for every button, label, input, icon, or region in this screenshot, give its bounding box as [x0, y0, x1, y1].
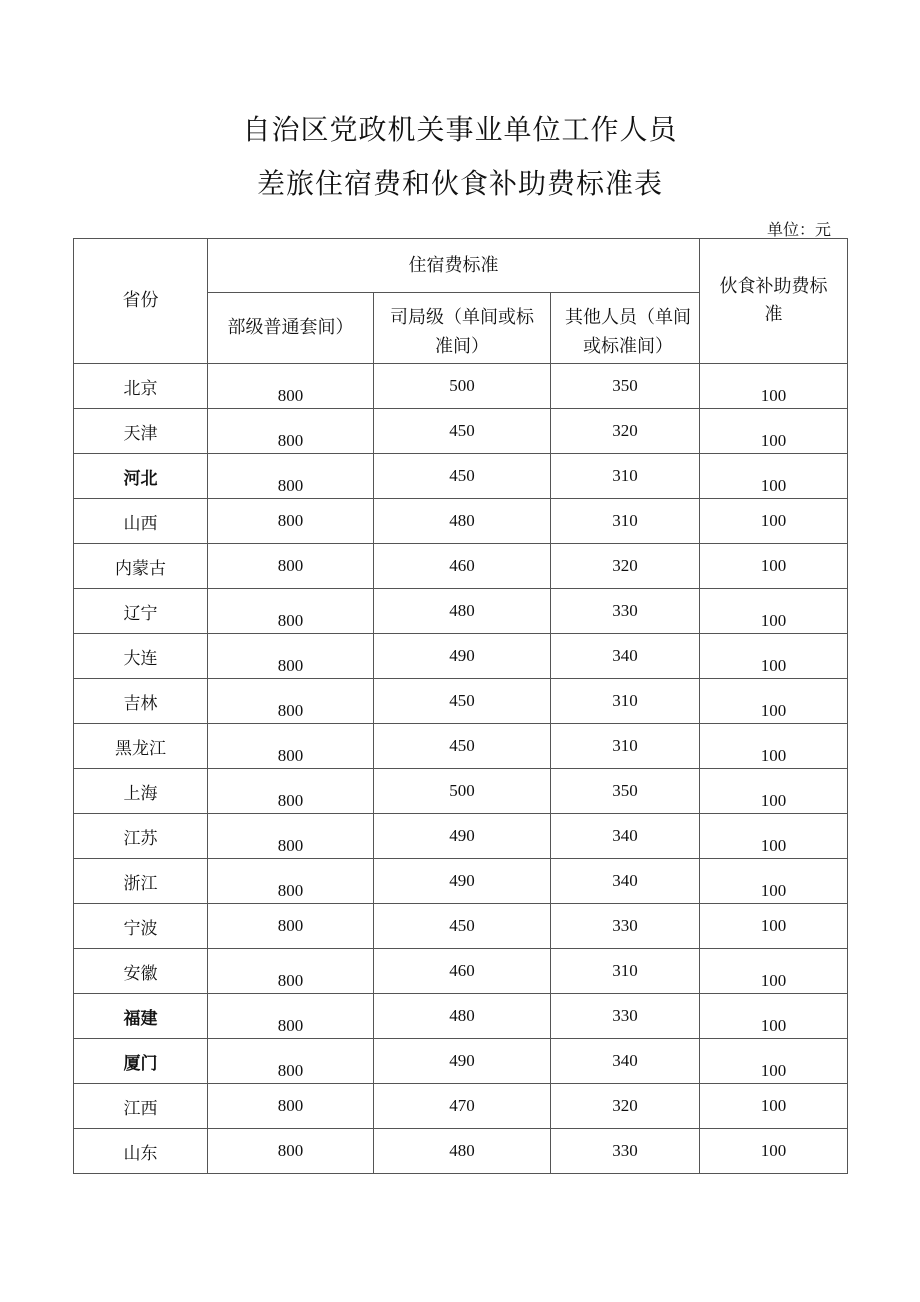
other-staff-rate-cell: 320: [551, 1084, 700, 1129]
meal-allowance-cell: 100: [700, 1039, 848, 1084]
ministerial-rate-cell: 800: [208, 589, 374, 634]
ministerial-rate-cell: 800: [208, 454, 374, 499]
bureau-rate-cell: 480: [374, 994, 551, 1039]
bureau-rate-cell: 490: [374, 814, 551, 859]
ministerial-rate-cell: 800: [208, 634, 374, 679]
other-staff-rate-cell: 340: [551, 814, 700, 859]
table-row: [74, 544, 848, 589]
province-cell: 辽宁: [74, 589, 208, 634]
province-cell: 厦门: [74, 1039, 208, 1084]
ministerial-rate-cell: 800: [208, 949, 374, 994]
province-cell: 宁波: [74, 904, 208, 949]
bureau-rate-cell: 470: [374, 1084, 551, 1129]
table-row: [74, 994, 848, 1039]
table-row: [74, 409, 848, 454]
document-title-line-1: 自治区党政机关事业单位工作人员: [242, 113, 678, 146]
other-staff-rate-cell: 350: [551, 769, 700, 814]
bureau-rate-cell: 500: [374, 769, 551, 814]
table-row: [74, 859, 848, 904]
ministerial-rate-cell: 800: [208, 1129, 374, 1174]
header-meal-allowance: 伙食补助费标准: [700, 239, 848, 364]
province-cell: 天津: [74, 409, 208, 454]
bureau-rate-cell: 500: [374, 364, 551, 409]
table-row: [74, 904, 848, 949]
province-cell: 北京: [74, 364, 208, 409]
table-row: [74, 724, 848, 769]
ministerial-rate-cell: 800: [208, 814, 374, 859]
province-cell: 山东: [74, 1129, 208, 1174]
other-staff-rate-cell: 330: [551, 994, 700, 1039]
table-row: [74, 499, 848, 544]
province-cell: 大连: [74, 634, 208, 679]
table-row: [74, 1084, 848, 1129]
table-row: [74, 814, 848, 859]
meal-allowance-cell: 100: [700, 724, 848, 769]
other-staff-rate-cell: 340: [551, 634, 700, 679]
other-staff-rate-cell: 310: [551, 454, 700, 499]
meal-allowance-cell: 100: [700, 499, 848, 544]
ministerial-rate-cell: 800: [208, 544, 374, 589]
other-staff-rate-cell: 310: [551, 949, 700, 994]
unit-label: 单位：元: [766, 220, 831, 239]
bureau-rate-cell: 460: [374, 949, 551, 994]
meal-allowance-cell: 100: [700, 994, 848, 1039]
bureau-rate-cell: 490: [374, 634, 551, 679]
province-cell: 黑龙江: [74, 724, 208, 769]
province-cell: 福建: [74, 994, 208, 1039]
province-cell: 安徽: [74, 949, 208, 994]
meal-allowance-cell: 100: [700, 409, 848, 454]
meal-allowance-cell: 100: [700, 1084, 848, 1129]
bureau-rate-cell: 460: [374, 544, 551, 589]
bureau-rate-cell: 480: [374, 499, 551, 544]
table-row: [74, 589, 848, 634]
meal-allowance-cell: 100: [700, 634, 848, 679]
header-other-staff: 其他人员（单间或标准间）: [551, 293, 700, 364]
meal-allowance-cell: 100: [700, 949, 848, 994]
ministerial-rate-cell: 800: [208, 994, 374, 1039]
table-row: [74, 769, 848, 814]
ministerial-rate-cell: 800: [208, 1039, 374, 1084]
meal-allowance-cell: 100: [700, 544, 848, 589]
province-cell: 吉林: [74, 679, 208, 724]
province-cell: 江西: [74, 1084, 208, 1129]
bureau-rate-cell: 450: [374, 679, 551, 724]
ministerial-rate-cell: 800: [208, 769, 374, 814]
meal-allowance-cell: 100: [700, 904, 848, 949]
document-title-line-2: 差旅住宿费和伙食补助费标准表: [256, 167, 663, 200]
other-staff-rate-cell: 320: [551, 409, 700, 454]
ministerial-rate-cell: 800: [208, 1084, 374, 1129]
bureau-rate-cell: 450: [374, 454, 551, 499]
bureau-rate-cell: 450: [374, 724, 551, 769]
ministerial-rate-cell: 800: [208, 679, 374, 724]
ministerial-rate-cell: 800: [208, 859, 374, 904]
meal-allowance-cell: 100: [700, 454, 848, 499]
standards-table: [73, 238, 848, 1174]
header-ministerial-suite: 部级普通套间）: [208, 293, 374, 364]
table-row: [74, 454, 848, 499]
other-staff-rate-cell: 340: [551, 1039, 700, 1084]
ministerial-rate-cell: 800: [208, 364, 374, 409]
table-row: [74, 1129, 848, 1174]
province-cell: 山西: [74, 499, 208, 544]
province-cell: 河北: [74, 454, 208, 499]
table-row: [74, 634, 848, 679]
other-staff-rate-cell: 310: [551, 679, 700, 724]
header-province: 省份: [74, 239, 208, 364]
meal-allowance-cell: 100: [700, 1129, 848, 1174]
province-cell: 江苏: [74, 814, 208, 859]
meal-allowance-cell: 100: [700, 769, 848, 814]
province-cell: 浙江: [74, 859, 208, 904]
ministerial-rate-cell: 800: [208, 499, 374, 544]
header-lodging-standard: 住宿费标准: [208, 239, 700, 293]
other-staff-rate-cell: 320: [551, 544, 700, 589]
other-staff-rate-cell: 310: [551, 499, 700, 544]
table-row: [74, 679, 848, 724]
bureau-rate-cell: 490: [374, 859, 551, 904]
other-staff-rate-cell: 330: [551, 904, 700, 949]
province-cell: 内蒙古: [74, 544, 208, 589]
bureau-rate-cell: 480: [374, 589, 551, 634]
table-row: [74, 364, 848, 409]
ministerial-rate-cell: 800: [208, 409, 374, 454]
meal-allowance-cell: 100: [700, 679, 848, 724]
ministerial-rate-cell: 800: [208, 904, 374, 949]
bureau-rate-cell: 450: [374, 409, 551, 454]
table-row: [74, 949, 848, 994]
meal-allowance-cell: 100: [700, 364, 848, 409]
header-bureau-level: 司局级（单间或标准间）: [374, 293, 551, 364]
bureau-rate-cell: 490: [374, 1039, 551, 1084]
other-staff-rate-cell: 330: [551, 1129, 700, 1174]
other-staff-rate-cell: 310: [551, 724, 700, 769]
other-staff-rate-cell: 340: [551, 859, 700, 904]
meal-allowance-cell: 100: [700, 589, 848, 634]
other-staff-rate-cell: 330: [551, 589, 700, 634]
meal-allowance-cell: 100: [700, 814, 848, 859]
other-staff-rate-cell: 350: [551, 364, 700, 409]
bureau-rate-cell: 450: [374, 904, 551, 949]
ministerial-rate-cell: 800: [208, 724, 374, 769]
meal-allowance-cell: 100: [700, 859, 848, 904]
bureau-rate-cell: 480: [374, 1129, 551, 1174]
table-row: [74, 1039, 848, 1084]
province-cell: 上海: [74, 769, 208, 814]
